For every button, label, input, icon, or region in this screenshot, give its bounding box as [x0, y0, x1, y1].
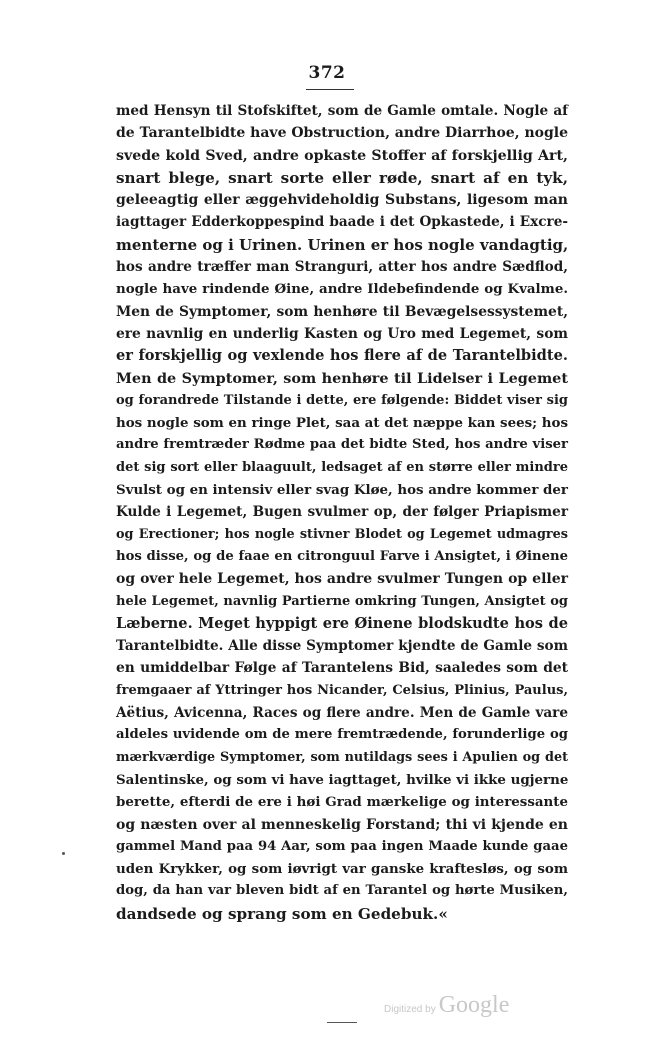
text-line: hos disse, og de faae en citronguul Farve i Ansigtet, i Øinene [116, 548, 568, 564]
text-line: andre fremtræder Rødme paa det bidte Sted, hos andre viser [116, 437, 568, 453]
text-line: dandsede og sprang som en Gedebuk.« [116, 904, 448, 923]
text-line: og forandrede Tilstande i dette, ere følgende: Biddet viser sig [116, 392, 568, 408]
body-text [116, 100, 568, 925]
text-line: gammel Mand paa 94 Aar, som paa ingen Maade kunde gaae [116, 838, 568, 854]
text-line: Men de Symptomer, som henhøre til Bevægelsessystemet, [116, 303, 568, 320]
watermark-google-logo: Google [438, 992, 510, 1018]
text-line: dog, da han var bleven bidt af en Tarantel og hørte Musiken, [116, 883, 568, 899]
text-line: med Hensyn til Stofskiftet, som de Gamle omtale. Nogle af [116, 103, 568, 119]
text-line: hos nogle som en ringe Plet, saa at det næppe kan sees; hos [116, 415, 568, 432]
text-line: Svulst og en intensiv eller svag Kløe, hos andre kommer der [116, 482, 568, 499]
text-line: Aëtius, Avicenna, Races og flere andre. Men de Gamle vare [116, 705, 568, 722]
text-line: og næsten over al menneskelig Forstand; thi vi kjende en [116, 816, 568, 833]
text-line: det sig sort eller blaaguult, ledsaget af en større eller mindre [116, 459, 568, 475]
text-line: hele Legemet, navnlig Partierne omkring Tungen, Ansigtet og [116, 593, 568, 609]
text-line: snart blege, snart sorte eller røde, snart af en tyk, [116, 168, 568, 187]
text-line: hos andre træffer man Stranguri, atter hos andre Sædflod, [116, 259, 568, 276]
text-line: er forskjellig og vexlende hos flere af de Tarantelbidte. [116, 347, 568, 365]
text-line: Salentinske, og som vi have iagttaget, hvilke vi ikke ugjerne [116, 771, 569, 788]
text-line: iagttager Edderkoppespind baade i det Opkastede, i Excre- [116, 214, 568, 231]
page-number-underline [306, 89, 354, 90]
text-line: og Erectioner; hos nogle stivner Blodet og Legemet udmagres [116, 526, 568, 542]
text-line: menterne og i Urinen. Urinen er hos nogle vandagtig, [116, 235, 569, 254]
bottom-rule [327, 1022, 357, 1023]
text-line: de Tarantelbidte have Obstruction, andre Diarrhoe, nogle [116, 125, 568, 142]
text-line: uden Krykker, og som iøvrigt var ganske kraftesløs, og som [116, 861, 568, 878]
text-line: svede kold Sved, andre opkaste Stoffer af forskjellig Art, [116, 147, 568, 164]
text-line: mærkværdige Symptomer, som nutildags sees i Apulien og det [116, 749, 568, 765]
text-line: berette, efterdi de ere i høi Grad mærkelige og interessante [116, 794, 568, 811]
text-line: Kulde i Legemet, Bugen svulmer op, der følger Priapismer [116, 504, 568, 521]
watermark-digitized-by: Digitized by [384, 1004, 436, 1015]
text-line: fremgaaer af Yttringer hos Nicander, Celsius, Plinius, Paulus, [116, 682, 568, 698]
page-number: 372 [308, 63, 346, 83]
text-line: nogle have rindende Øine, andre Ildebefindende og Kvalme. [116, 281, 568, 298]
text-line: ere navnlig en underlig Kasten og Uro med Legemet, som [116, 325, 568, 342]
text-line: Men de Symptomer, som henhøre til Lidelser i Legemet [116, 369, 568, 387]
text-line: geleeagtig eller æggehvideholdig Substans, ligesom man [116, 192, 568, 209]
margin-dot [62, 852, 65, 855]
google-watermark [384, 992, 509, 1019]
text-line: Læberne. Meget hyppigt ere Øinene blodskudte hos de [116, 614, 568, 632]
text-line: Tarantelbidte. Alle disse Symptomer kjendte de Gamle som [116, 638, 568, 655]
text-line: en umiddelbar Følge af Tarantelens Bid, saaledes som det [116, 660, 568, 677]
text-line: aldeles uvidende om de mere fremtrædende, forunderlige og [116, 727, 568, 743]
text-line: og over hele Legemet, hos andre svulmer Tungen op eller [116, 571, 568, 588]
